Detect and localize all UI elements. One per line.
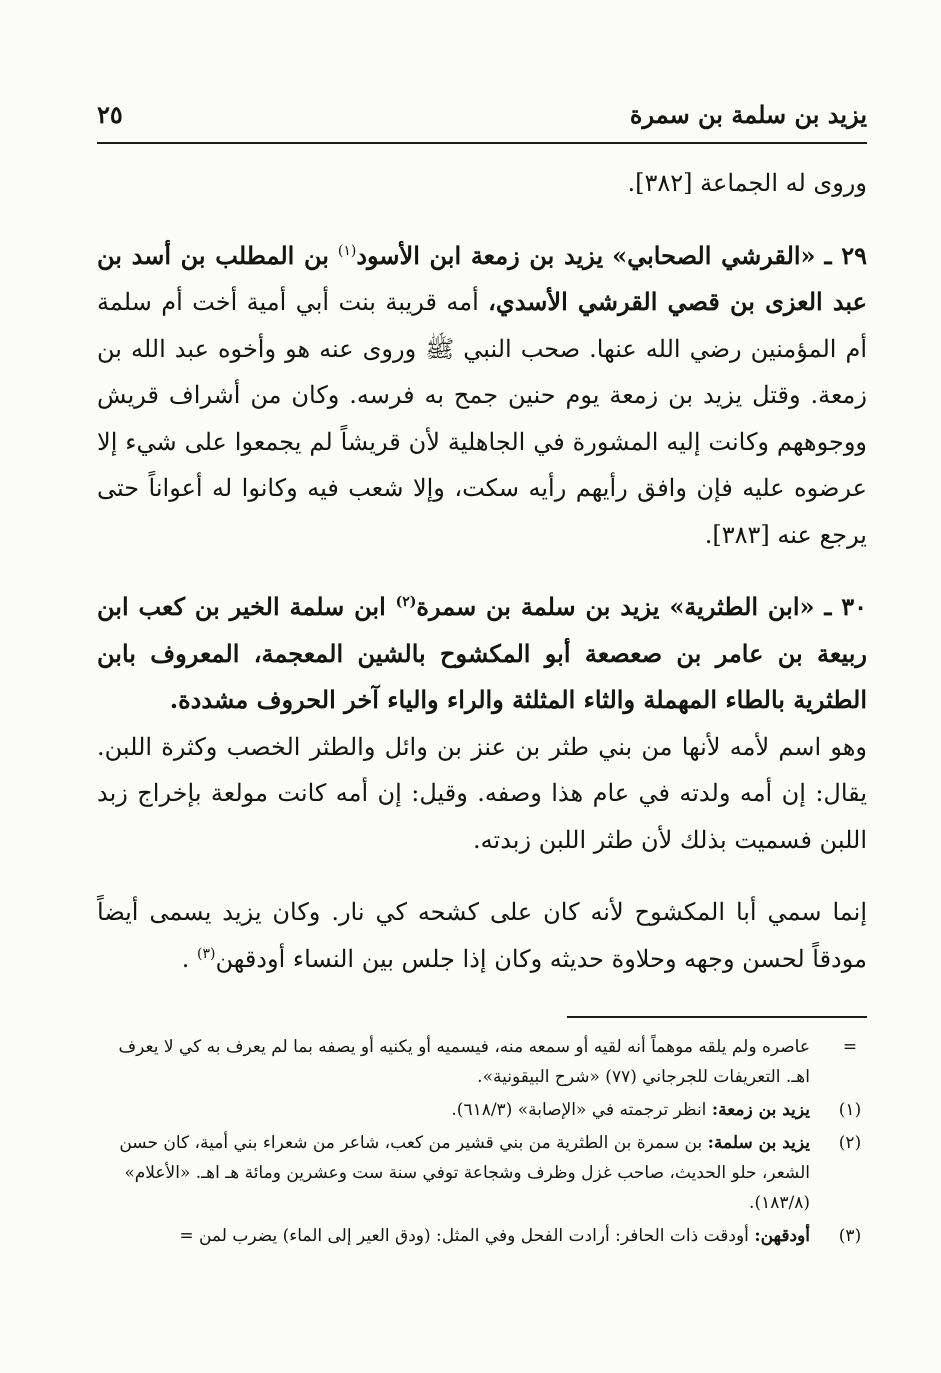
footnote-mark: = <box>842 1037 858 1057</box>
footnote-mark: (٣) <box>838 1226 862 1246</box>
paragraph-mukshuh-end: . <box>181 944 190 973</box>
footnote-ref-1: (١) <box>337 242 357 259</box>
footnote-text: بن سمرة بن الطثرية من بني قشير من كعب، شاعر من شعراء بني أمية، كان حسن الشعر، حلو الحديث، صاحب غزل وظرف وشجاعة توفي سنة ست وعشرين ومائة هـ اهـ. «الأعلام» (١٨٣/٨). <box>119 1133 810 1213</box>
footnote-mark: (١) <box>838 1100 862 1120</box>
footnote-continuation <box>100 1032 870 1092</box>
entry-29-lineage: بن المطلب بن أسد بن عبد العزى بن قصي القرشي الأسدي، <box>97 240 867 316</box>
footnote-ref-2: (٢) <box>395 594 417 610</box>
footnote-separator <box>567 1016 867 1018</box>
main-text <box>97 160 867 982</box>
entry-30 <box>97 584 867 724</box>
entry-30-nickname: «ابن الطثرية» <box>669 592 815 621</box>
page-header <box>97 96 867 144</box>
footnote-3 <box>100 1221 870 1251</box>
footnote-text: أودقت ذات الحافر: أرادت الفحل وفي المثل: (ودق العير إلى الماء) يضرب لمن = <box>179 1226 749 1246</box>
entry-29-text: أمه قريبة بنت أبي أمية أخت أم سلمة أم المؤمنين رضي الله عنها. صحب النبي ﷺ وروى عنه هو وأخوه عبد الله بن زمعة. وقتل يزيد بن زمعة يوم حنين جمح به فرسه. وكان من أشراف قريش ووجوههم وكانت إليه المشورة في الجاهلية لأن قريشاً لم يجمعوا على شيء إلا عرضوه عليه فإن وافق رأيهم رأيه سكت، وإلا شعب فيه وكانوا له أعواناً حتى يرجع عنه [٣٨٣]. <box>97 288 867 549</box>
entry-30-lineage: ابن سلمة الخير بن كعب ابن ربيعة بن عامر بن صعصعة أبو المكشوح بالشين المعجمة، المعروف بابن الطثرية بالطاء المهملة والثاء المثلثة والراء والياء آخر الحروف مشددة. <box>97 592 867 714</box>
paragraph-transmission-note: وروى له الجماعة [٣٨٢]. <box>627 169 867 197</box>
footnote-label: أودقهن: <box>754 1226 810 1246</box>
footnote-1 <box>100 1095 870 1125</box>
paragraph-mukshuh <box>97 889 867 982</box>
page-number: ٢٥ <box>97 100 123 129</box>
footnote-label: يزيد بن زمعة: <box>711 1100 810 1120</box>
footnote-2 <box>100 1128 870 1218</box>
footnote-ref-3: (٣) <box>197 945 216 962</box>
footnote-text: عاصره ولم يلقه موهماً أنه لقيه أو سمعه منه، فيسميه أو يكنيه أو يصفه بما لم يعرف به كي لا يعرف اهـ. التعريفات للجرجاني (٧٧) «شرح البيقونية». <box>118 1037 810 1087</box>
running-title: يزيد بن سلمة بن سمرة <box>629 100 867 129</box>
footnotes <box>100 1032 870 1254</box>
footnote-text: انظر ترجمته في «الإصابة» (٦١٨/٣). <box>451 1100 707 1120</box>
entry-30-number: ٣٠ ـ <box>824 592 868 621</box>
entry-29-name: يزيد بن زمعة ابن الأسود <box>356 240 604 270</box>
entry-29-nickname: «القرشي الصحابي» <box>612 240 816 270</box>
entry-30-name: يزيد بن سلمة بن سمرة <box>416 592 660 621</box>
entry-29-number: ٢٩ ـ <box>824 240 867 270</box>
paragraph-mukshuh-text: إنما سمي أبا المكشوح لأنه كان على كشحه كي نار. وكان يزيد يسمى أيضاً مودقاً لحسن وجهه وحلاوة حديثه وكان إذا جلس بين النساء أودقهن <box>97 898 867 973</box>
paragraph-tathr: وهو اسم لأمه لأنها من بني طثر بن عنز بن وائل والطثر الخصب وكثرة اللبن. يقال: إن أمه ولدته في عام هذا وصفه. وقيل: إن أمه كانت مولعة بإخراج زبد اللبن فسميت بذلك لأن طثر اللبن زبدته. <box>97 732 867 854</box>
footnote-label: يزيد بن سلمة: <box>707 1133 810 1153</box>
entry-29 <box>97 233 867 559</box>
footnote-mark: (٢) <box>838 1133 862 1153</box>
